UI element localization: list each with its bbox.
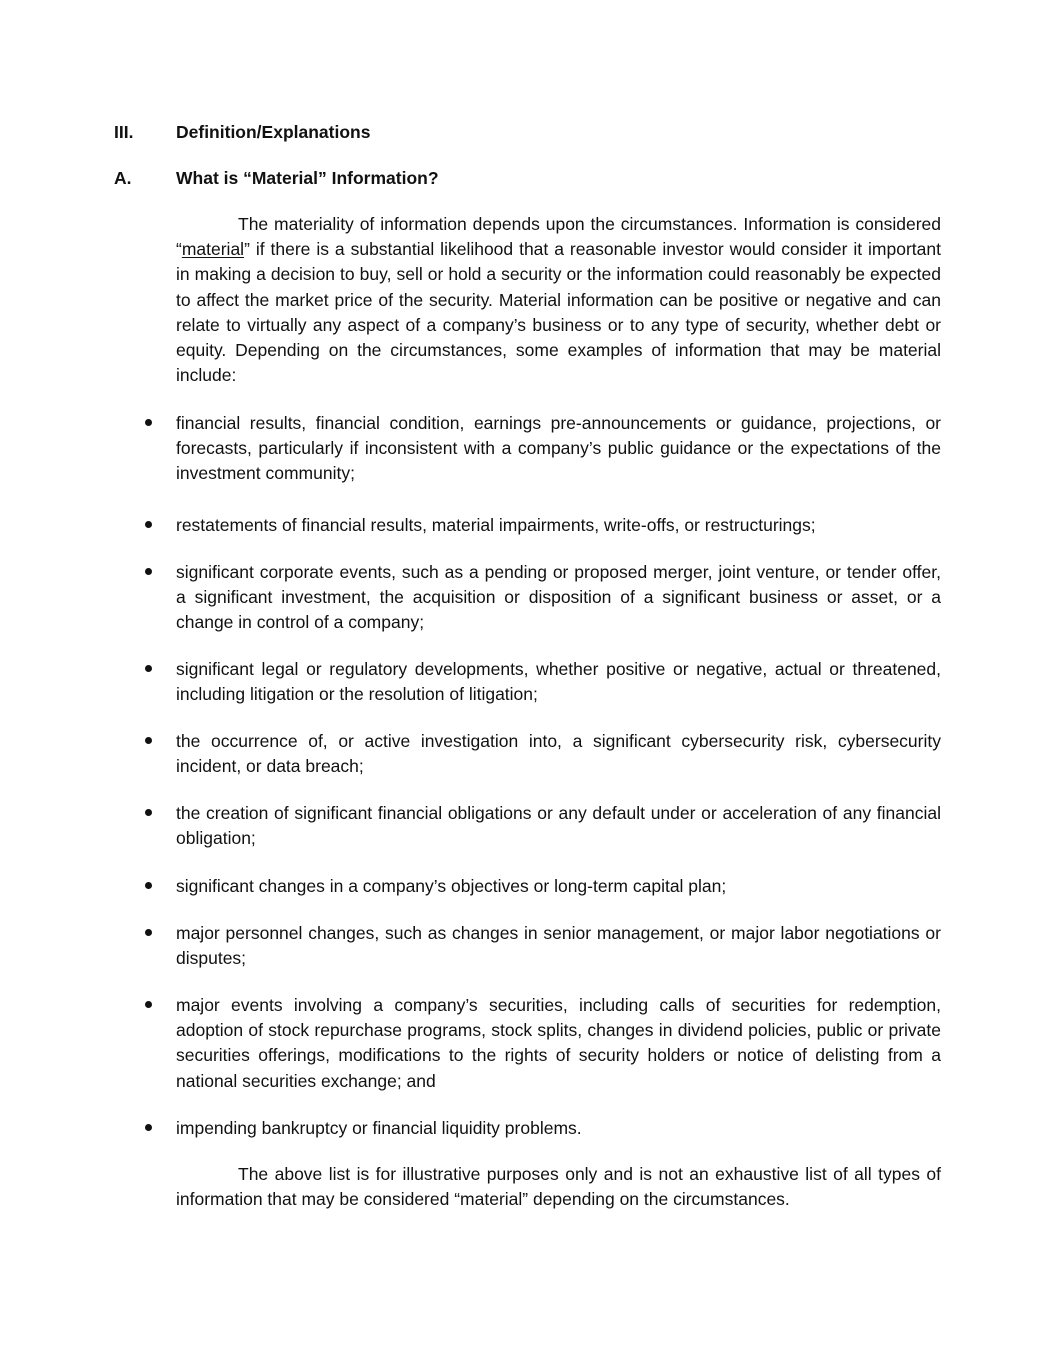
- list-item-text: significant legal or regulatory developments, whether positive or negative, actual or threatened, including litigation or the resolution of litigation;: [176, 659, 941, 705]
- bullet-icon: [145, 1124, 152, 1131]
- list-item-text: major personnel changes, such as changes in senior management, or major labor negotiations or disputes;: [176, 923, 941, 969]
- bullet-icon: [145, 737, 152, 744]
- subsection-heading: [114, 166, 439, 191]
- list-item-text: the creation of significant financial obligations or any default under or acceleration of any financial obligation;: [176, 803, 941, 849]
- intro-text-before: The materiality of information depends upon the circumstances. Information is considered “: [176, 214, 941, 260]
- bullet-icon: [145, 882, 152, 889]
- intro-text-after: ” if there is a substantial likelihood that a reasonable investor would consider it important in making a decision to buy, sell or hold a security or the information could reasonably be expected to affect the market price of the security. Material information can be positive or negative and can relate to virtually any aspect of a company’s business or to any type of security, whether debt or equity. Depending on the circumstances, some examples of information that may be material include:: [176, 239, 941, 386]
- bullet-icon: [145, 809, 152, 816]
- bullet-icon: [145, 929, 152, 936]
- bullet-icon: [145, 521, 152, 528]
- subsection-number: A.: [114, 168, 132, 188]
- section-number: III.: [114, 122, 134, 142]
- list-item-text: restatements of financial results, material impairments, write-offs, or restructurings;: [176, 515, 816, 535]
- bullet-icon: [145, 1001, 152, 1008]
- list-item-text: significant changes in a company’s objectives or long-term capital plan;: [176, 876, 727, 896]
- list-item-text: significant corporate events, such as a pending or proposed merger, joint venture, or tender offer, a significant investment, the acquisition or disposition of a significant business or asset, or a change in control of a company;: [176, 562, 941, 633]
- material-term: material: [181, 239, 245, 260]
- closing-paragraph: The above list is for illustrative purposes only and is not an exhaustive list of all types of information that may be considered “material” depending on the circumstances.: [176, 1164, 941, 1210]
- list-item-text: the occurrence of, or active investigation into, a significant cybersecurity risk, cybersecurity incident, or data breach;: [176, 731, 941, 777]
- bullet-icon: [145, 419, 152, 426]
- list-item-text: major events involving a company’s securities, including calls of securities for redemption, adoption of stock repurchase programs, stock splits, changes in dividend policies, public or private securities offerings, modifications to the rights of security holders or notice of delisting from a national securities exchange; and: [176, 995, 941, 1091]
- intro-paragraph: [176, 212, 941, 388]
- list-item-text: impending bankruptcy or financial liquidity problems.: [176, 1118, 582, 1138]
- list-item-text: financial results, financial condition, earnings pre-announcements or guidance, projections, or forecasts, particularly if inconsistent with a company’s public guidance or the expectations of the investment community;: [176, 413, 941, 484]
- section-heading: [114, 120, 370, 145]
- bullet-icon: [145, 568, 152, 575]
- subsection-title: What is “Material” Information?: [176, 168, 439, 188]
- bullet-icon: [145, 665, 152, 672]
- section-title: Definition/Explanations: [176, 122, 371, 142]
